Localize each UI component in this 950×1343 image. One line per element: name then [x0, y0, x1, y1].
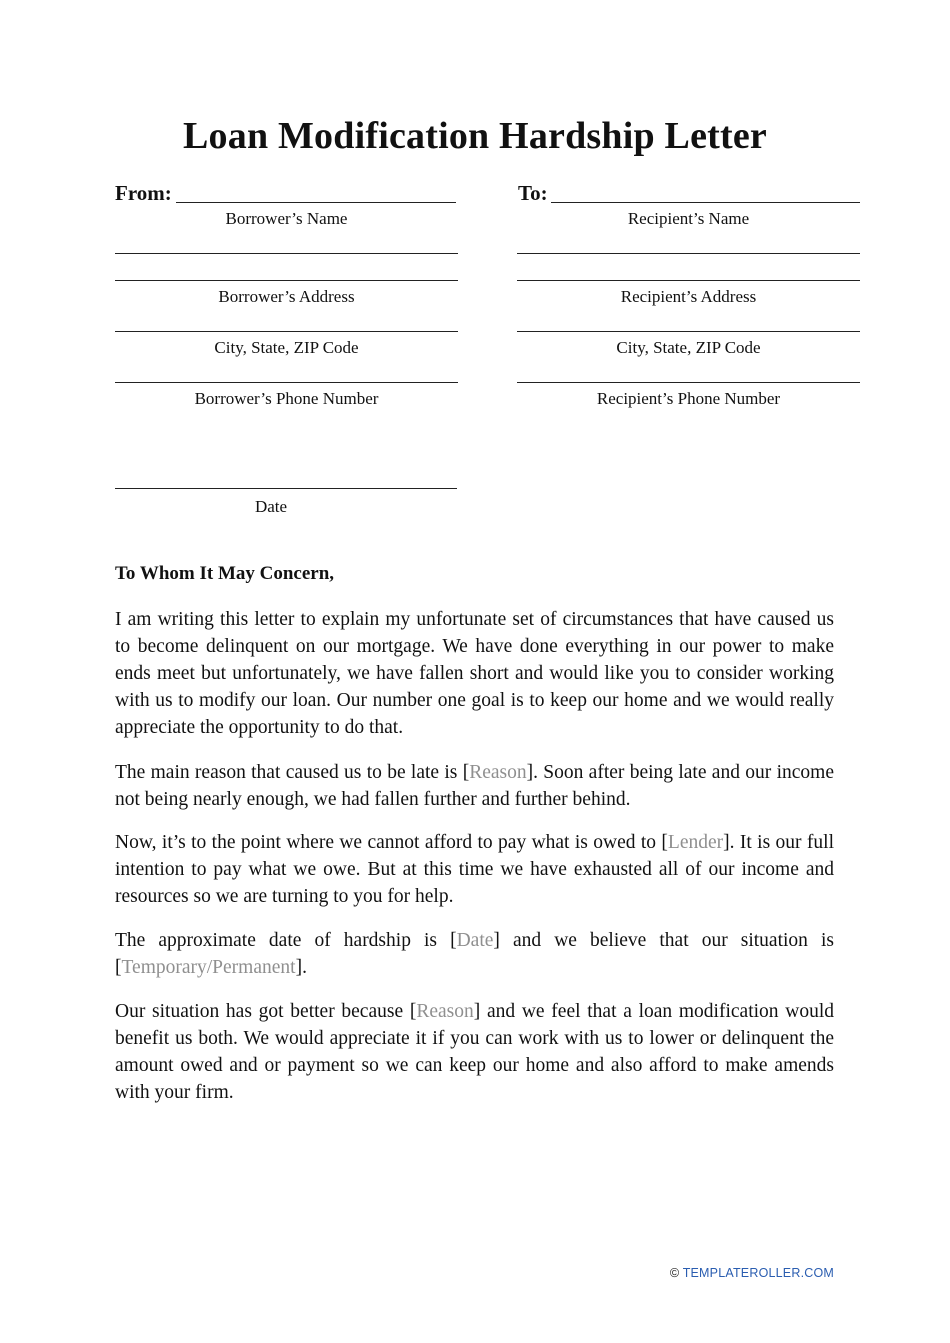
borrower-name-line[interactable] [176, 202, 456, 203]
recipient-address-line-1[interactable] [517, 253, 860, 254]
recipient-name-caption: Recipient’s Name [627, 209, 750, 228]
recipient-phone-caption: Recipient’s Phone Number [596, 389, 781, 408]
borrower-city-line[interactable] [115, 331, 458, 332]
footer-credit[interactable] [670, 1266, 834, 1280]
recipient-address-line-2[interactable] [517, 280, 860, 281]
copyright-symbol: © [669, 1266, 680, 1280]
paragraph-3 [115, 829, 834, 910]
borrower-name-caption: Borrower’s Name [225, 209, 348, 228]
from-label: From: [115, 181, 172, 205]
paragraph-2 [115, 759, 834, 813]
paragraph-4 [115, 927, 834, 981]
borrower-address-caption: Borrower’s Address [218, 287, 355, 306]
paragraph-1: I am writing this letter to explain my unfortunate set of circumstances that have caused us to become delinquent on our mortgage. We have done everything in our power to make ends meet but unfortunately, we have fallen short and would like you to consider working with us to modify our loan. Our number one goal is to keep our home and we would really appreciate the opportunity to do that. [115, 609, 834, 738]
recipient-city-caption: City, State, ZIP Code [616, 338, 761, 357]
recipient-address-caption: Recipient’s Address [620, 287, 757, 306]
duration-placeholder[interactable]: Temporary/Permanent [121, 957, 296, 978]
borrower-phone-caption: Borrower’s Phone Number [194, 389, 379, 408]
reason-placeholder[interactable]: Reason [469, 762, 527, 783]
paragraph-2-text-b: ]. Soon after being late and our income not being nearly enough, we had fallen further and further behind. [115, 762, 834, 810]
salutation: To Whom It May Concern, [115, 563, 335, 584]
paragraph-2-text-a: The main reason that caused us to be late is [ [115, 762, 470, 783]
date-placeholder[interactable]: Date [456, 930, 494, 951]
borrower-city-caption: City, State, ZIP Code [214, 338, 359, 357]
paragraph-5-text-a: Our situation has got better because [ [115, 1001, 417, 1022]
date-line[interactable] [115, 488, 457, 489]
recipient-name-line[interactable] [551, 202, 860, 203]
footer-brand-link[interactable]: TEMPLATEROLLER.COM [682, 1266, 834, 1280]
recipient-city-line[interactable] [517, 331, 860, 332]
lender-placeholder[interactable]: Lender [667, 832, 724, 853]
borrower-address-line-2[interactable] [115, 280, 458, 281]
paragraph-4-text-c: ]. [295, 957, 307, 978]
paragraph-4-text-a: The approximate date of hardship is [ [115, 930, 457, 951]
to-label: To: [518, 181, 548, 205]
page-title: Loan Modification Hardship Letter [183, 115, 767, 157]
reason-placeholder-2[interactable]: Reason [416, 1001, 474, 1022]
paragraph-5-text-b: ] and we feel that a loan modification would benefit us both. We would appreciate it if you can work with us to lower or delinquent the amount owed and or payment so we can keep our home and also afford to make amends with your firm. [115, 1001, 835, 1103]
date-caption: Date [254, 497, 288, 516]
paragraph-3-text-a: Now, it’s to the point where we cannot afford to pay what is owed to [ [115, 832, 668, 853]
recipient-phone-line[interactable] [517, 382, 860, 383]
borrower-address-line-1[interactable] [115, 253, 458, 254]
paragraph-4-text-b: ] and we believe that our situation is [ [115, 930, 835, 978]
borrower-phone-line[interactable] [115, 382, 458, 383]
paragraph-5 [115, 998, 834, 1106]
paragraph-3-text-b: ]. It is our full intention to pay what we owe. But at this time we have exhausted all of our income and resources so we are turning to you for help. [115, 832, 835, 907]
